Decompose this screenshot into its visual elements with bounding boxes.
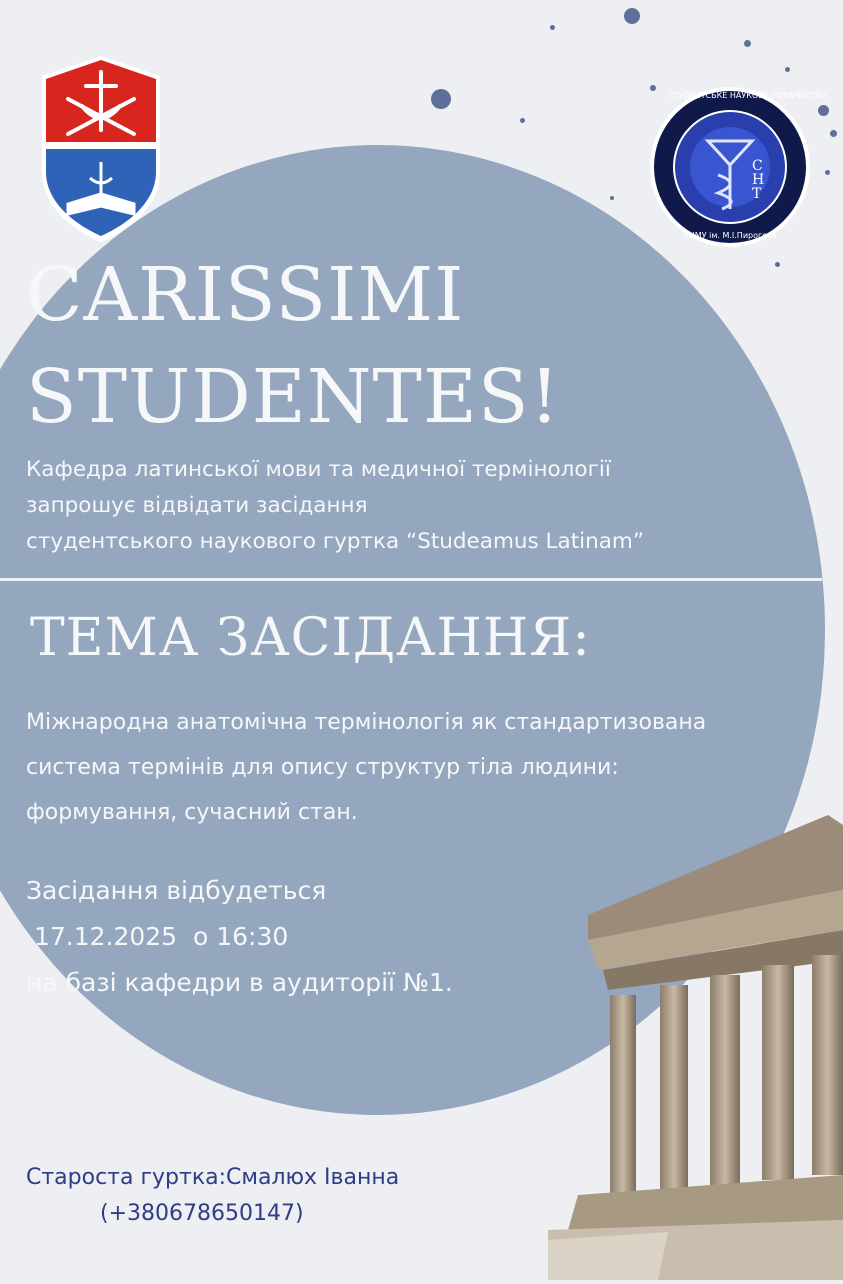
topic-line: формування, сучасний стан. <box>26 800 358 825</box>
intro-line: Кафедра латинської мови та медичної термінології <box>26 457 611 482</box>
title-line-1: CARISSIMI <box>26 252 465 338</box>
contact-phone: (+380678650147) <box>100 1201 304 1226</box>
society-ring-text: СТУДЕНТСЬКЕ НАУКОВЕ ТОВАРИСТВО <box>668 91 827 100</box>
meeting-datetime: 17.12.2025 о 16:30 <box>26 922 289 951</box>
intro-text <box>26 452 726 560</box>
student-society-logo-icon <box>648 85 827 249</box>
society-letters: С Н Т <box>752 158 765 202</box>
intro-line: студентського наукового гуртка “Studeamus Latinam” <box>26 529 644 554</box>
contact-name: Староста гуртка:Смалюх Іванна <box>26 1165 400 1190</box>
meeting-info <box>26 868 453 1006</box>
meeting-line: Засідання відбудеться <box>26 876 327 905</box>
intro-line: запрошує відвідати засідання <box>26 493 368 518</box>
university-shield-icon <box>38 54 164 244</box>
meeting-line: на базі кафедри в аудиторії №1. <box>26 968 453 997</box>
title-line-2: STUDENTES! <box>26 354 561 440</box>
topic-heading: ТЕМА ЗАСІДАННЯ: <box>30 608 591 668</box>
topic-line: Міжнародна анатомічна термінологія як стандартизована <box>26 710 707 735</box>
topic-line: система термінів для опису структур тіла людини: <box>26 755 619 780</box>
society-bottom-text: ВНМУ ім. М.І.Пирогова <box>683 231 777 240</box>
divider-line <box>0 578 822 581</box>
contact-info <box>26 1160 399 1232</box>
parthenon-illustration <box>548 800 843 1280</box>
